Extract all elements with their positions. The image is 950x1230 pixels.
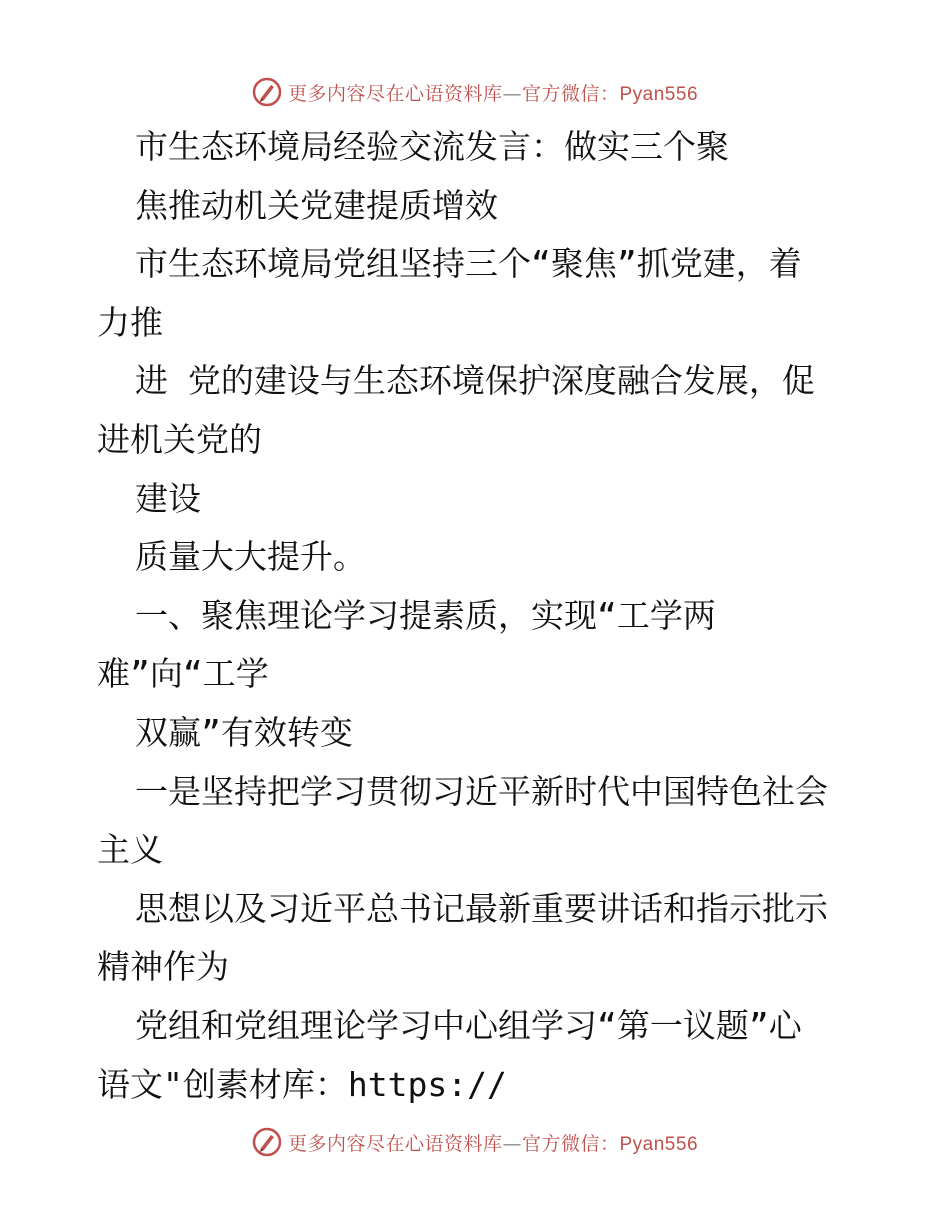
- text-line: 思想以及习近平总书记最新重要讲话和指示批示: [135, 888, 828, 928]
- text-line: 市生态环境局党组坚持三个“聚焦”抓党建，着: [135, 244, 802, 284]
- document-body: [97, 118, 857, 1114]
- text-line: 焦推动机关党建提质增效: [135, 185, 498, 225]
- text-line: 市生态环境局经验交流发言：做实三个聚: [135, 127, 729, 166]
- text-line: 建设: [135, 478, 201, 518]
- text-line: 双赢”有效转变: [135, 712, 353, 752]
- text-line: 主义: [97, 830, 163, 870]
- text-line: 精神作为: [97, 947, 229, 987]
- footer-watermark: [0, 1122, 950, 1162]
- header-watermark: [0, 72, 950, 112]
- text-line: 进 党的建设与生态环境保护深度融合发展，促: [135, 361, 815, 401]
- text-line: 力推: [97, 302, 163, 342]
- text-line: 党组和党组理论学习中心组学习“第一议题”心: [135, 1005, 802, 1045]
- pen-logo-icon: [252, 1127, 282, 1157]
- watermark-text: 更多内容尽在心语资料库—官方微信：Pyan556: [287, 82, 699, 105]
- text-line: 一、聚焦理论学习提素质，实现“工学两: [135, 595, 716, 635]
- text-line: 难”向“工学: [97, 654, 269, 694]
- text-line: 一是坚持把学习贯彻习近平新时代中国特色社会: [135, 771, 828, 811]
- pen-logo-icon: [252, 77, 282, 107]
- text-line: 语文"创素材库：https://: [97, 1064, 507, 1104]
- text-line: 质量大大提升。: [135, 537, 366, 577]
- text-line: 进机关党的: [97, 419, 262, 459]
- watermark-text: 更多内容尽在心语资料库—官方微信：Pyan556: [287, 1132, 699, 1155]
